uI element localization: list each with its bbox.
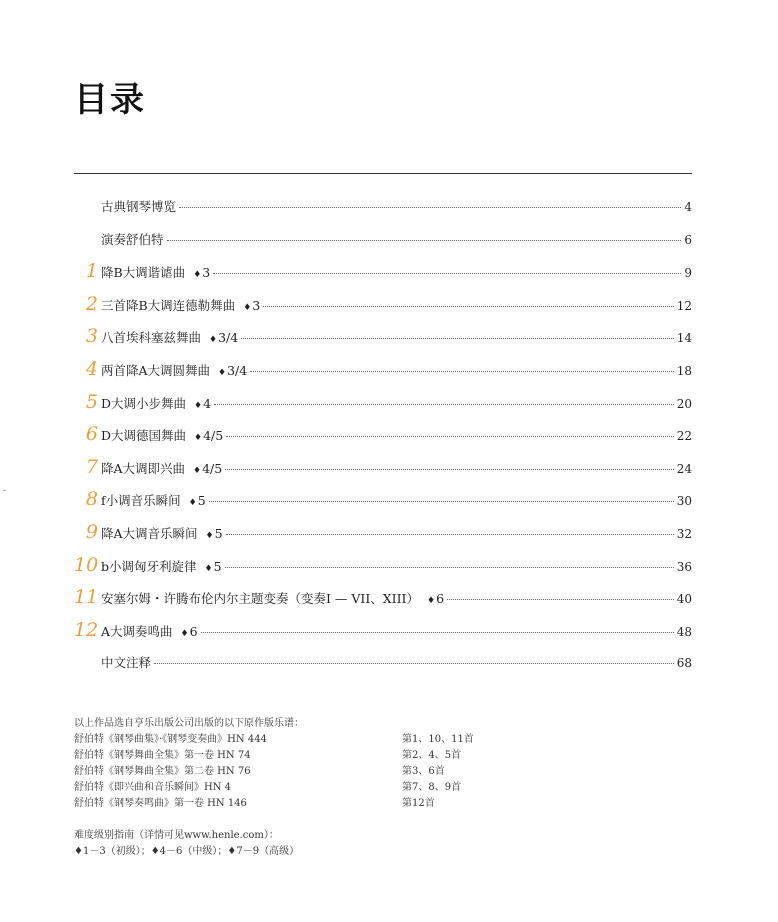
diamond-icon: ♦ [205, 530, 214, 541]
toc-entry-number: 8 [85, 488, 98, 511]
diamond-icon: ♦ [243, 302, 252, 313]
difficulty-badge [194, 396, 211, 411]
diamond-icon: ♦ [218, 367, 227, 378]
toc-entry-title: 降B大调谐谑曲 [101, 265, 186, 281]
toc-entry-title: 降A大调音乐瞬间 [101, 525, 198, 541]
toc-entry-title: b小调匈牙利旋律 [101, 558, 197, 574]
difficulty-guide [74, 828, 299, 860]
difficulty-value: 4/5 [203, 428, 224, 444]
toc-entry-page: 68 [676, 656, 692, 671]
toc-entry-title: 八首埃科塞兹舞曲 [101, 330, 202, 346]
toc-entry-title: 古典钢琴博览 [101, 199, 177, 214]
dot-leader [447, 599, 674, 600]
difficulty-badge [205, 559, 222, 574]
toc-entry-page: 48 [676, 624, 692, 639]
difficulty-value: 4 [203, 395, 212, 411]
toc-entry[interactable] [74, 197, 692, 230]
toc-entry-page: 36 [676, 559, 692, 574]
source-row [74, 796, 692, 812]
difficulty-value: 5 [197, 493, 206, 509]
toc-entry[interactable] [74, 588, 692, 621]
source-title: 舒伯特《钢琴曲集》·《钢琴变奏曲》HN 444 [74, 734, 267, 745]
toc-entry-title: 三首降B大调连德勒舞曲 [101, 297, 236, 313]
difficulty-badge [427, 591, 444, 606]
toc-entry-number: 3 [85, 325, 98, 348]
difficulty-value: 5 [214, 525, 223, 541]
source-pieces: 第2、4、5首 [402, 750, 462, 761]
toc-entry-title: 中文注释 [101, 655, 152, 671]
title-rule [74, 173, 692, 174]
difficulty-value: 6 [189, 623, 198, 639]
source-title: 舒伯特《即兴曲和音乐瞬间》HN 4 [74, 782, 232, 793]
difficulty-value: 3/4 [227, 362, 248, 378]
diamond-icon: ♦ [193, 270, 202, 281]
difficulty-badge [243, 298, 260, 313]
source-pieces: 第3、6首 [402, 766, 445, 777]
diamond-icon: ♦ [427, 596, 436, 607]
toc-entry-page: 6 [684, 232, 692, 247]
toc-entry-title: 降A大调即兴曲 [101, 460, 186, 476]
toc-entry-title: A大调奏鸣曲 [101, 623, 173, 639]
dot-leader [201, 632, 674, 633]
dot-leader [250, 371, 673, 372]
toc-entry-page: 30 [676, 494, 692, 509]
dot-leader [225, 567, 674, 568]
dot-leader [209, 501, 674, 502]
toc-entry-number: 10 [74, 553, 99, 576]
source-list [74, 732, 692, 812]
difficulty-badge [206, 526, 223, 541]
dot-leader [226, 436, 673, 437]
dot-leader [263, 306, 674, 307]
difficulty-badge [209, 330, 238, 345]
table-of-contents [74, 197, 692, 686]
diamond-icon: ♦ [194, 400, 203, 411]
dot-leader [226, 534, 674, 535]
toc-entry-number: 1 [85, 260, 98, 283]
toc-entry-title: D大调小步舞曲 [101, 395, 187, 411]
source-row [74, 748, 692, 764]
difficulty-levels: ♦1－3（初级）；♦4－6（中级）；♦7－9（高级） [74, 846, 300, 857]
difficulty-value: 5 [213, 558, 222, 574]
difficulty-badge [189, 493, 206, 508]
diamond-icon: ♦ [204, 563, 213, 574]
dot-leader [241, 338, 674, 339]
toc-entry[interactable] [74, 490, 692, 523]
difficulty-value: 3 [252, 297, 261, 313]
toc-entry-page: 4 [684, 200, 692, 214]
toc-entry-title: f小调音乐瞬间 [101, 493, 181, 509]
difficulty-badge [194, 428, 223, 443]
dot-leader [214, 404, 674, 405]
toc-entry-title: 演奏舒伯特 [101, 231, 164, 247]
toc-entry[interactable] [74, 262, 692, 295]
footnote-intro: 以上作品选自亨乐出版公司出版的以下原作版乐谱： [74, 718, 304, 729]
difficulty-badge [193, 461, 222, 476]
diamond-icon: ♦ [188, 498, 197, 509]
toc-entry-number: 12 [74, 618, 99, 641]
source-pieces: 第1、10、11首 [402, 734, 474, 745]
dot-leader [179, 207, 681, 208]
source-pieces: 第12首 [402, 798, 435, 809]
source-row [74, 732, 692, 748]
toc-entry-page: 12 [676, 298, 692, 313]
dot-leader [225, 469, 673, 470]
dot-leader [154, 663, 674, 664]
toc-entry[interactable] [74, 292, 692, 328]
toc-entry[interactable] [74, 618, 692, 654]
toc-entry[interactable] [74, 425, 692, 458]
source-row [74, 764, 692, 780]
toc-entry[interactable] [74, 230, 692, 263]
diamond-icon: ♦ [193, 465, 202, 476]
toc-entry-page: 18 [676, 363, 692, 378]
toc-entry-number: 6 [85, 423, 98, 446]
difficulty-value: 4/5 [202, 460, 223, 476]
difficulty-badge [193, 265, 210, 280]
toc-entry-number: 5 [85, 390, 98, 413]
toc-entry[interactable] [74, 357, 692, 393]
source-footnote [74, 716, 692, 812]
toc-entry[interactable] [74, 553, 692, 589]
difficulty-value: 3 [202, 265, 211, 281]
toc-entry[interactable] [74, 653, 692, 686]
source-title: 舒伯特《钢琴舞曲全集》第一卷 HN 74 [74, 750, 251, 761]
source-title: 舒伯特《钢琴奏鸣曲》第一卷 HN 146 [74, 798, 247, 809]
toc-entry-number: 4 [85, 357, 98, 380]
toc-entry-page: 9 [684, 266, 692, 281]
diamond-icon: ♦ [209, 335, 218, 346]
toc-entry-title: D大调德国舞曲 [101, 428, 187, 444]
toc-entry[interactable] [74, 520, 692, 556]
margin-mark: - [3, 486, 7, 496]
toc-entry-page: 14 [676, 331, 692, 346]
dot-leader [213, 273, 681, 274]
source-row [74, 780, 692, 796]
toc-entry[interactable] [74, 327, 692, 360]
diamond-icon: ♦ [180, 628, 189, 639]
source-pieces: 第7、8、9首 [402, 782, 462, 793]
toc-entry-number: 9 [85, 520, 98, 543]
toc-entry-page: 20 [676, 396, 692, 411]
page-title: 目录 [74, 80, 146, 120]
toc-entry-page: 40 [676, 592, 692, 607]
toc-entry-page: 24 [676, 461, 692, 476]
dot-leader [167, 240, 682, 241]
difficulty-value: 3/4 [218, 330, 239, 346]
diamond-icon: ♦ [194, 433, 203, 444]
toc-entry-page: 32 [676, 526, 692, 541]
toc-entry-title: 两首降A大调圆舞曲 [101, 362, 211, 378]
toc-entry-page: 22 [676, 429, 692, 444]
source-title: 舒伯特《钢琴舞曲全集》第二卷 HN 76 [74, 766, 251, 777]
toc-entry-number: 2 [85, 292, 98, 315]
toc-entry[interactable] [74, 455, 692, 491]
difficulty-heading: 难度级别指南（详情可见www.henle.com）： [74, 830, 279, 841]
difficulty-badge [218, 363, 247, 378]
difficulty-value: 6 [436, 591, 445, 607]
toc-entry-title: 安塞尔姆・许腾布伦内尔主题变奏（变奏I — VII、XIII） [101, 591, 420, 607]
toc-entry-number: 11 [74, 586, 99, 609]
toc-entry-number: 7 [85, 455, 98, 478]
toc-entry[interactable] [74, 390, 692, 426]
difficulty-badge [181, 624, 198, 639]
